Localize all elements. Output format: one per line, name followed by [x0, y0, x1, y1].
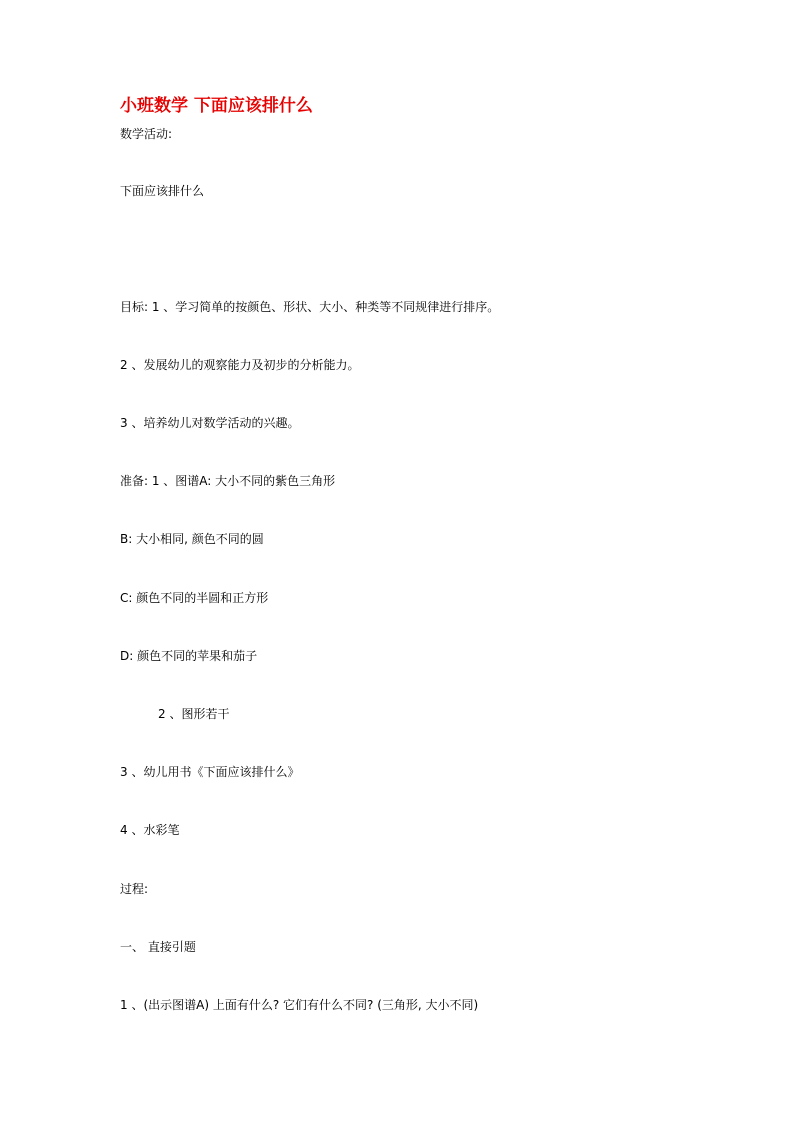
section-label-math-activity: 数学活动: [120, 127, 173, 141]
activity-name: 下面应该排什么 [120, 184, 205, 198]
prep-3-book: 3 、幼儿用书《下面应该排什么》 [120, 765, 300, 779]
section-label-process: 过程: [120, 882, 149, 896]
prep-1-chart-a: 准备: 1 、图谱A: 大小不同的紫色三角形 [120, 474, 336, 488]
prep-chart-b: B: 大小相同, 颜色不同的圆 [120, 532, 264, 546]
goal-1: 目标: 1 、学习简单的按颜色、形状、大小、种类等不同规律进行排序。 [120, 300, 500, 314]
process-step-1-heading: 一、 直接引题 [120, 940, 196, 954]
goal-3: 3 、培养幼儿对数学活动的兴趣。 [120, 416, 300, 430]
prep-chart-d: D: 颜色不同的苹果和茄子 [120, 649, 258, 663]
prep-2-shapes: 2 、图形若干 [158, 707, 230, 721]
prep-4-markers: 4 、水彩笔 [120, 823, 180, 837]
process-step-1-question: 1 、(出示图谱A) 上面有什么? 它们有什么不同? (三角形, 大小不同) [120, 998, 479, 1012]
goal-2: 2 、发展幼儿的观察能力及初步的分析能力。 [120, 358, 360, 372]
document-title: 小班数学 下面应该排什么 [120, 96, 313, 116]
prep-chart-c: C: 颜色不同的半圆和正方形 [120, 591, 269, 605]
